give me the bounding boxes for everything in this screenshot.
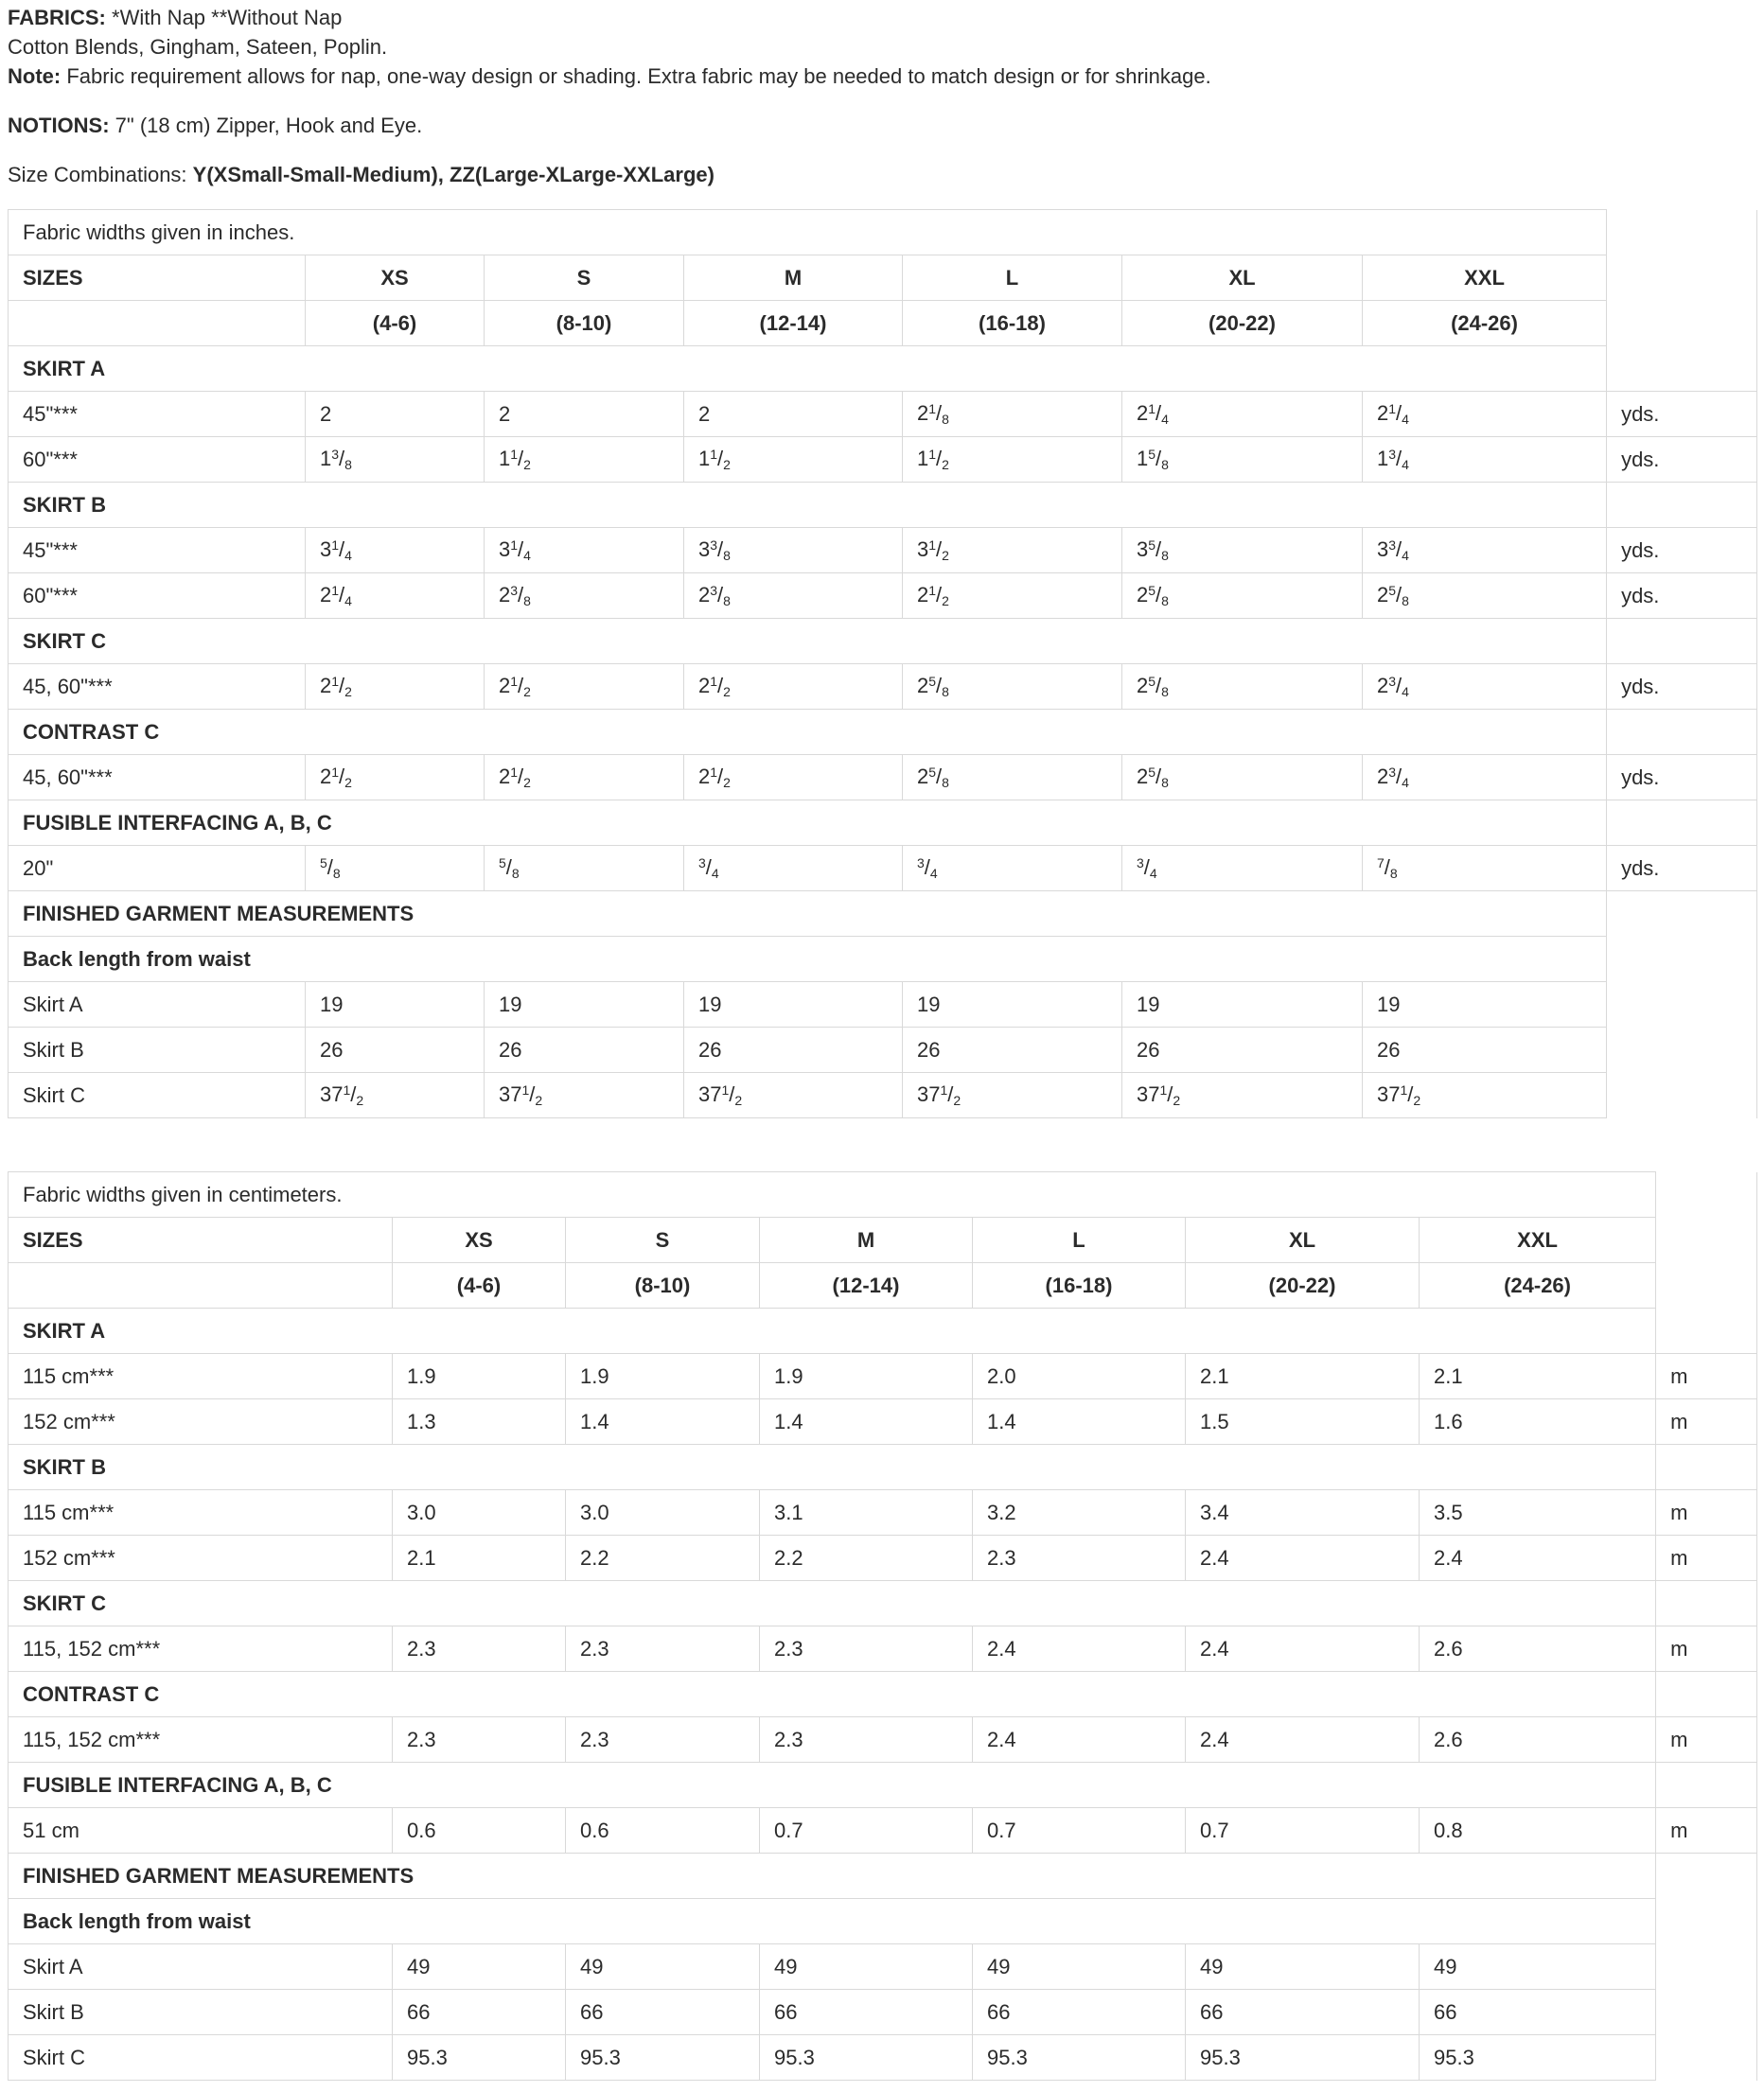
section-title-row <box>9 1672 1757 1717</box>
section-title: CONTRAST C <box>9 1672 1656 1717</box>
fabric-width-label: 45, 60"*** <box>9 755 306 800</box>
measurement-value: 19 <box>1363 982 1607 1028</box>
yardage-value: $3^1/_2$ <box>903 528 1122 573</box>
fabric-width-label: 152 cm*** <box>9 1399 393 1445</box>
blank-cell <box>9 1263 393 1309</box>
section-title: SKIRT B <box>9 1445 1656 1490</box>
yardage-row <box>9 846 1757 891</box>
yardage-value: 2.3 <box>973 1536 1186 1581</box>
size-range: (16-18) <box>973 1263 1186 1309</box>
yardage-value: $3^3/_4$ <box>1363 528 1607 573</box>
yardage-value: 0.7 <box>760 1808 973 1854</box>
section-title-row <box>9 800 1757 846</box>
size-range: (8-10) <box>485 301 684 346</box>
size-range: (24-26) <box>1363 301 1607 346</box>
yardage-value: $2^5/_8$ <box>1122 573 1363 619</box>
measurement-value: 66 <box>1420 1990 1656 2035</box>
measurement-value: 49 <box>973 1944 1186 1990</box>
size-header: XL <box>1186 1218 1420 1263</box>
yardage-value: $2^1/_8$ <box>903 392 1122 437</box>
yardage-value: $2^3/_4$ <box>1363 664 1607 710</box>
yardage-value: $3^1/_4$ <box>485 528 684 573</box>
measurement-row <box>9 1073 1757 1118</box>
blank-cell <box>1607 891 1757 937</box>
yardage-value: 1.6 <box>1420 1399 1656 1445</box>
yardage-value: 3.0 <box>566 1490 760 1536</box>
unit-label: yds. <box>1607 573 1757 619</box>
caption-row <box>9 1172 1757 1218</box>
measurement-value: 49 <box>1186 1944 1420 1990</box>
size-header: S <box>485 255 684 301</box>
measurement-value: $37^1/_2$ <box>1363 1073 1607 1118</box>
blank-cell <box>1656 1309 1757 1354</box>
measurement-value: 95.3 <box>1420 2035 1656 2081</box>
measurement-value: 95.3 <box>1186 2035 1420 2081</box>
yardage-value: 2.1 <box>393 1536 566 1581</box>
yardage-value: $^7/_8$ <box>1363 846 1607 891</box>
unit-label: m <box>1656 1808 1757 1854</box>
measurement-value: 49 <box>566 1944 760 1990</box>
yardage-value: $^5/_8$ <box>485 846 684 891</box>
yardage-row <box>9 1808 1757 1854</box>
measurement-value: 49 <box>1420 1944 1656 1990</box>
yardage-value: $2^1/_4$ <box>1122 392 1363 437</box>
yardage-value: $^3/_4$ <box>684 846 903 891</box>
size-header: XS <box>306 255 485 301</box>
measurement-row <box>9 982 1757 1028</box>
measurement-value: 66 <box>1186 1990 1420 2035</box>
yardage-value: $2^3/_4$ <box>1363 755 1607 800</box>
yardage-value: $1^1/_2$ <box>684 437 903 483</box>
fabric-width-label: 115 cm*** <box>9 1490 393 1536</box>
garment-label: Skirt C <box>9 1073 306 1118</box>
garment-label: Skirt A <box>9 982 306 1028</box>
size-header: L <box>903 255 1122 301</box>
size-range: (4-6) <box>306 301 485 346</box>
yardage-value: 2.3 <box>393 1626 566 1672</box>
yardage-value: $2^5/_8$ <box>903 664 1122 710</box>
yardage-value: 2.6 <box>1420 1717 1656 1763</box>
size-combinations-line: Size Combinations: Y(XSmall-Small-Medium), ZZ(Large-XLarge-XXLarge) <box>8 163 714 186</box>
size-header: XXL <box>1363 255 1607 301</box>
measurement-value: 66 <box>760 1990 973 2035</box>
measurement-value: 49 <box>760 1944 973 1990</box>
fabric-width-label: 115 cm*** <box>9 1354 393 1399</box>
yardage-value: $2^1/_2$ <box>485 755 684 800</box>
notions-line: NOTIONS: 7" (18 cm) Zipper, Hook and Eye. <box>8 114 423 137</box>
fabrics-line: FABRICS: *With Nap **Without Nap <box>8 6 343 29</box>
measurement-value: $37^1/_2$ <box>1122 1073 1363 1118</box>
size-header: M <box>760 1218 973 1263</box>
yardage-value: $^3/_4$ <box>903 846 1122 891</box>
blank-cell <box>1656 2035 1757 2081</box>
garment-label: Skirt A <box>9 1944 393 1990</box>
section-title-row <box>9 710 1757 755</box>
yardage-row <box>9 755 1757 800</box>
measurement-value: 95.3 <box>973 2035 1186 2081</box>
sizes-header-row <box>9 255 1757 301</box>
section-title: SKIRT A <box>9 1309 1656 1354</box>
fabric-width-label: 60"*** <box>9 573 306 619</box>
section-title: FUSIBLE INTERFACING A, B, C <box>9 800 1607 846</box>
measurement-value: 26 <box>1363 1028 1607 1073</box>
yardage-value: 3.0 <box>393 1490 566 1536</box>
measurement-value: 26 <box>306 1028 485 1073</box>
blank-cell <box>1607 937 1757 982</box>
pattern-intro <box>0 0 1764 189</box>
yardage-value: 1.9 <box>566 1354 760 1399</box>
measurement-value: 19 <box>485 982 684 1028</box>
blank-cell <box>1656 1672 1757 1717</box>
blank-cell <box>1607 1073 1757 1118</box>
yardage-value: 0.6 <box>393 1808 566 1854</box>
yardage-value: $2^1/_2$ <box>306 755 485 800</box>
yardage-value: 2.4 <box>1186 1536 1420 1581</box>
measurement-value: 19 <box>306 982 485 1028</box>
yardage-value: 2 <box>485 392 684 437</box>
yardage-value: 2 <box>306 392 485 437</box>
yardage-value: $2^1/_2$ <box>485 664 684 710</box>
section-title-row <box>9 346 1757 392</box>
size-range: (16-18) <box>903 301 1122 346</box>
measurements-title-row <box>9 891 1757 937</box>
yardage-value: 1.4 <box>973 1399 1186 1445</box>
measurements-subtitle-row <box>9 937 1757 982</box>
yardage-value: 3.4 <box>1186 1490 1420 1536</box>
yardage-table-inches <box>8 209 1757 1118</box>
size-range: (8-10) <box>566 1263 760 1309</box>
measurement-value: 66 <box>566 1990 760 2035</box>
yardage-value: 2.4 <box>1186 1717 1420 1763</box>
yardage-value: 1.9 <box>760 1354 973 1399</box>
blank-cell <box>1607 710 1757 755</box>
yardage-value: $2^5/_8$ <box>1122 664 1363 710</box>
size-range: (20-22) <box>1186 1263 1420 1309</box>
fabrics-list: Cotton Blends, Gingham, Sateen, Poplin. <box>8 35 388 59</box>
yardage-row <box>9 664 1757 710</box>
sizes-label: SIZES <box>9 255 306 301</box>
blank-cell <box>1656 1218 1757 1263</box>
yardage-value: $2^1/_2$ <box>306 664 485 710</box>
blank-cell <box>1656 1763 1757 1808</box>
yardage-value: $2^1/_4$ <box>306 573 485 619</box>
blank-cell <box>1607 619 1757 664</box>
yardage-value: 2.4 <box>973 1717 1186 1763</box>
yardage-value: $2^1/_4$ <box>1363 392 1607 437</box>
yardage-value: 1.4 <box>760 1399 973 1445</box>
yardage-value: $3^3/_8$ <box>684 528 903 573</box>
yardage-value: $2^5/_8$ <box>903 755 1122 800</box>
blank-cell <box>1656 1172 1757 1218</box>
section-title-row <box>9 1309 1757 1354</box>
yardage-value: $3^1/_4$ <box>306 528 485 573</box>
measurement-value: 19 <box>903 982 1122 1028</box>
yardage-value: 1.3 <box>393 1399 566 1445</box>
yardage-value: $2^3/_8$ <box>684 573 903 619</box>
measurements-title-row <box>9 1854 1757 1899</box>
unit-label: yds. <box>1607 755 1757 800</box>
yardage-value: 2.3 <box>566 1717 760 1763</box>
unit-label: m <box>1656 1490 1757 1536</box>
yardage-row <box>9 1354 1757 1399</box>
fabric-width-label: 45"*** <box>9 392 306 437</box>
unit-label: m <box>1656 1399 1757 1445</box>
measurement-value: $37^1/_2$ <box>684 1073 903 1118</box>
size-header: XS <box>393 1218 566 1263</box>
fabric-width-label: 20" <box>9 846 306 891</box>
measurements-title: FINISHED GARMENT MEASUREMENTS <box>9 891 1607 937</box>
blank-cell <box>9 301 306 346</box>
yardage-value: 2 <box>684 392 903 437</box>
yardage-value: 3.5 <box>1420 1490 1656 1536</box>
size-range: (20-22) <box>1122 301 1363 346</box>
yardage-value: $2^5/_8$ <box>1122 755 1363 800</box>
garment-label: Skirt C <box>9 2035 393 2081</box>
measurements-title: FINISHED GARMENT MEASUREMENTS <box>9 1854 1656 1899</box>
yardage-value: 2.4 <box>973 1626 1186 1672</box>
measurements-subtitle-row <box>9 1899 1757 1944</box>
yardage-value: $2^1/_2$ <box>684 755 903 800</box>
section-title-row <box>9 483 1757 528</box>
blank-cell <box>1656 1445 1757 1490</box>
blank-cell <box>1607 255 1757 301</box>
unit-label: yds. <box>1607 392 1757 437</box>
fabric-width-label: 60"*** <box>9 437 306 483</box>
size-ranges-row <box>9 301 1757 346</box>
section-title: SKIRT B <box>9 483 1607 528</box>
measurement-value: 26 <box>485 1028 684 1073</box>
yardage-row <box>9 1399 1757 1445</box>
measurements-subtitle: Back length from waist <box>9 937 1607 982</box>
yardage-value: 2.2 <box>566 1536 760 1581</box>
fabric-width-label: 152 cm*** <box>9 1536 393 1581</box>
blank-cell <box>1607 301 1757 346</box>
size-header: L <box>973 1218 1186 1263</box>
blank-cell <box>1607 1028 1757 1073</box>
yardage-value: $2^5/_8$ <box>1363 573 1607 619</box>
yardage-value: $3^5/_8$ <box>1122 528 1363 573</box>
fabric-width-label: 45, 60"*** <box>9 664 306 710</box>
yardage-value: 2.2 <box>760 1536 973 1581</box>
yardage-row <box>9 573 1757 619</box>
size-header: S <box>566 1218 760 1263</box>
measurement-value: 26 <box>684 1028 903 1073</box>
yardage-row <box>9 392 1757 437</box>
yardage-value: 2.1 <box>1420 1354 1656 1399</box>
measurement-value: $37^1/_2$ <box>485 1073 684 1118</box>
yardage-value: $2^1/_2$ <box>684 664 903 710</box>
note-line: Note: Fabric requirement allows for nap, one-way design or shading. Extra fabric may be needed to match design or for shrinkage. <box>8 64 1211 88</box>
unit-label: m <box>1656 1717 1757 1763</box>
size-header: XXL <box>1420 1218 1656 1263</box>
yardage-value: $1^3/_8$ <box>306 437 485 483</box>
section-title-row <box>9 619 1757 664</box>
size-header: M <box>684 255 903 301</box>
size-ranges-row <box>9 1263 1757 1309</box>
yardage-row <box>9 528 1757 573</box>
unit-label: yds. <box>1607 437 1757 483</box>
yardage-value: 2.3 <box>566 1626 760 1672</box>
measurement-value: $37^1/_2$ <box>903 1073 1122 1118</box>
measurement-value: 19 <box>684 982 903 1028</box>
sizes-header-row <box>9 1218 1757 1263</box>
measurement-value: 66 <box>393 1990 566 2035</box>
yardage-value: $1^5/_8$ <box>1122 437 1363 483</box>
section-title-row <box>9 1763 1757 1808</box>
measurement-value: 95.3 <box>760 2035 973 2081</box>
yardage-row <box>9 1626 1757 1672</box>
table-caption: Fabric widths given in inches. <box>9 210 1607 255</box>
unit-label: m <box>1656 1626 1757 1672</box>
yardage-value: 3.2 <box>973 1490 1186 1536</box>
yardage-value: 2.4 <box>1186 1626 1420 1672</box>
measurement-value: 26 <box>1122 1028 1363 1073</box>
yardage-value: 2.3 <box>760 1626 973 1672</box>
measurement-value: 66 <box>973 1990 1186 2035</box>
yardage-table-centimeters <box>8 1171 1757 2081</box>
yardage-row <box>9 1717 1757 1763</box>
section-title: SKIRT C <box>9 619 1607 664</box>
yardage-row <box>9 437 1757 483</box>
yardage-value: $2^3/_8$ <box>485 573 684 619</box>
yardage-value: 2.3 <box>760 1717 973 1763</box>
section-title: CONTRAST C <box>9 710 1607 755</box>
garment-label: Skirt B <box>9 1990 393 2035</box>
yardage-value: $1^1/_2$ <box>903 437 1122 483</box>
blank-cell <box>1607 800 1757 846</box>
blank-cell <box>1607 483 1757 528</box>
yardage-value: $^5/_8$ <box>306 846 485 891</box>
yardage-value: 0.6 <box>566 1808 760 1854</box>
measurement-value: 26 <box>903 1028 1122 1073</box>
measurement-row <box>9 1028 1757 1073</box>
yardage-value: 0.8 <box>1420 1808 1656 1854</box>
yardage-row <box>9 1536 1757 1581</box>
fabric-width-label: 115, 152 cm*** <box>9 1626 393 1672</box>
blank-cell <box>1607 210 1757 255</box>
blank-cell <box>1656 1263 1757 1309</box>
measurement-value: $37^1/_2$ <box>306 1073 485 1118</box>
table-caption: Fabric widths given in centimeters. <box>9 1172 1656 1218</box>
yardage-value: 2.4 <box>1420 1536 1656 1581</box>
yardage-value: 2.1 <box>1186 1354 1420 1399</box>
yardage-value: 0.7 <box>1186 1808 1420 1854</box>
size-range: (24-26) <box>1420 1263 1656 1309</box>
yardage-value: $2^1/_2$ <box>903 573 1122 619</box>
unit-label: m <box>1656 1354 1757 1399</box>
blank-cell <box>1656 1854 1757 1899</box>
yardage-row <box>9 1490 1757 1536</box>
measurement-row <box>9 1944 1757 1990</box>
blank-cell <box>1607 346 1757 392</box>
fabric-width-label: 45"*** <box>9 528 306 573</box>
blank-cell <box>1656 1990 1757 2035</box>
yardage-value: 0.7 <box>973 1808 1186 1854</box>
section-title-row <box>9 1445 1757 1490</box>
unit-label: m <box>1656 1536 1757 1581</box>
measurement-value: 95.3 <box>566 2035 760 2081</box>
blank-cell <box>1656 1944 1757 1990</box>
measurement-value: 49 <box>393 1944 566 1990</box>
yardage-value: 2.3 <box>393 1717 566 1763</box>
yardage-value: $1^1/_2$ <box>485 437 684 483</box>
size-range: (12-14) <box>684 301 903 346</box>
section-title-row <box>9 1581 1757 1626</box>
section-title: SKIRT C <box>9 1581 1656 1626</box>
sizes-label: SIZES <box>9 1218 393 1263</box>
yardage-value: 2.0 <box>973 1354 1186 1399</box>
yardage-value: $1^3/_4$ <box>1363 437 1607 483</box>
unit-label: yds. <box>1607 528 1757 573</box>
fabric-width-label: 115, 152 cm*** <box>9 1717 393 1763</box>
unit-label: yds. <box>1607 846 1757 891</box>
measurement-row <box>9 1990 1757 2035</box>
section-title: SKIRT A <box>9 346 1607 392</box>
yardage-value: 2.6 <box>1420 1626 1656 1672</box>
blank-cell <box>1607 982 1757 1028</box>
size-header: XL <box>1122 255 1363 301</box>
blank-cell <box>1656 1899 1757 1944</box>
measurement-row <box>9 2035 1757 2081</box>
section-title: FUSIBLE INTERFACING A, B, C <box>9 1763 1656 1808</box>
measurements-subtitle: Back length from waist <box>9 1899 1656 1944</box>
measurement-value: 19 <box>1122 982 1363 1028</box>
size-range: (12-14) <box>760 1263 973 1309</box>
yardage-value: 3.1 <box>760 1490 973 1536</box>
measurement-value: 95.3 <box>393 2035 566 2081</box>
garment-label: Skirt B <box>9 1028 306 1073</box>
yardage-value: 1.4 <box>566 1399 760 1445</box>
caption-row <box>9 210 1757 255</box>
yardage-value: 1.5 <box>1186 1399 1420 1445</box>
blank-cell <box>1656 1581 1757 1626</box>
size-range: (4-6) <box>393 1263 566 1309</box>
unit-label: yds. <box>1607 664 1757 710</box>
yardage-value: $^3/_4$ <box>1122 846 1363 891</box>
yardage-value: 1.9 <box>393 1354 566 1399</box>
fabric-width-label: 51 cm <box>9 1808 393 1854</box>
